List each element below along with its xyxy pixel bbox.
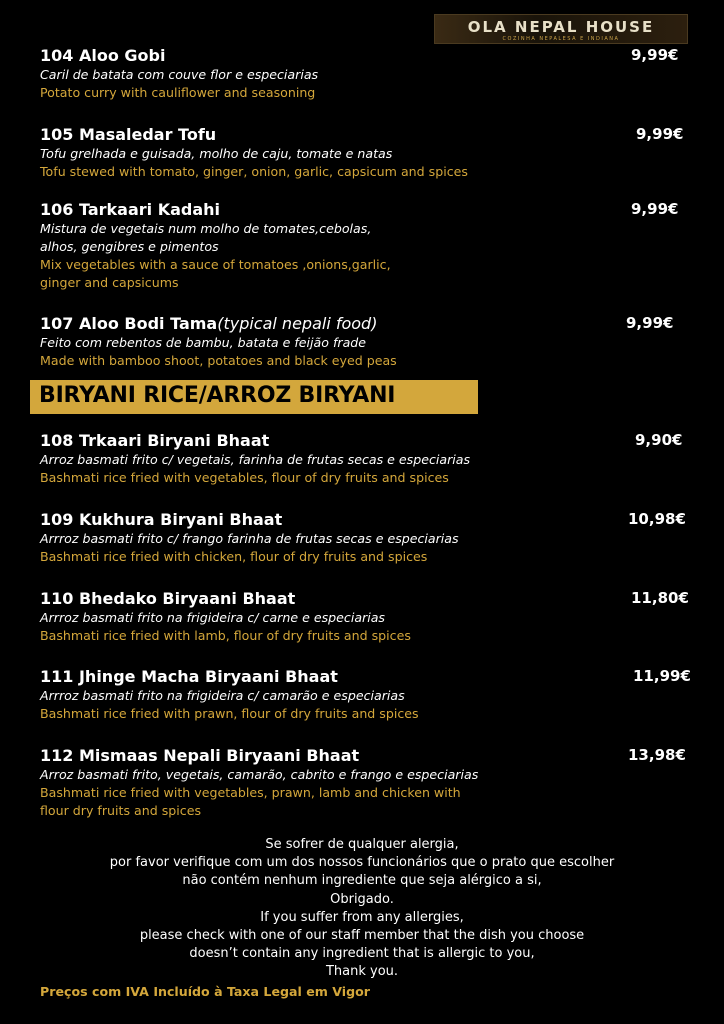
restaurant-logo (434, 14, 688, 44)
notice-line: Thank you. (325, 964, 399, 980)
item-price: 9,99€ (631, 46, 679, 64)
menu-item-110 (40, 589, 700, 645)
notice-line: If you suffer from any allergies, (260, 909, 464, 925)
vat-footer: Preços com IVA Incluído à Taxa Legal em Vigor (40, 984, 370, 999)
notice-line: Se sofrer de qualquer alergia, (265, 837, 459, 852)
notice-line: por favor verifique com um dos nossos funcionários que o prato que escolher (109, 855, 615, 871)
item-name: 112 Mismaas Nepali Biryaani Bhaat (40, 746, 360, 765)
item-price: 10,98€ (628, 510, 686, 528)
item-description-en: Potato curry with cauliflower and seasoning (40, 85, 316, 100)
item-description-en: Made with bamboo shoot, potatoes and black eyed peas (40, 353, 397, 368)
item-name: 111 Jhinge Macha Biryaani Bhaat (40, 667, 338, 686)
item-description-pt: Arrroz basmati frito na frigideira c/ camarão e especiarias (40, 688, 405, 703)
item-description-pt: Feito com rebentos de bambu, batata e feijão frade (40, 335, 367, 350)
notice-line: não contém nenhum ingrediente que seja alérgico a si, (182, 873, 542, 889)
item-description-en: Mix vegetables with a sauce of tomatoes ,onions,garlic, (40, 257, 391, 272)
item-description-en: flour dry fruits and spices (40, 803, 202, 818)
item-description-pt: alhos, gengibres e pimentos (40, 239, 219, 254)
notice-line: please check with one of our staff member that the dish you choose (139, 928, 585, 944)
menu-item-112 (40, 746, 700, 820)
item-description-en: ginger and capsicums (40, 275, 179, 290)
item-name-note: (typical nepali food) (217, 314, 378, 333)
item-name: 105 Masaledar Tofu (40, 125, 217, 144)
menu-item-105 (40, 125, 700, 181)
item-price: 11,80€ (631, 589, 689, 607)
item-price: 9,99€ (631, 200, 679, 218)
item-description-pt: Arroz basmati frito, vegetais, camarão, cabrito e frango e especiarias (40, 767, 479, 782)
item-description-pt: Caril de batata com couve flor e especiarias (40, 67, 319, 82)
item-price: 9,99€ (636, 125, 684, 143)
menu-item-108 (40, 431, 700, 487)
item-price: 11,99€ (633, 667, 691, 685)
item-description-en: Bashmati rice fried with vegetables, flour of dry fruits and spices (40, 470, 449, 485)
item-name-main: 107 Aloo Bodi Tama (40, 314, 218, 333)
menu-item-107 (40, 314, 700, 370)
notice-line: doesn’t contain any ingredient that is allergic to you, (189, 946, 535, 962)
allergy-notice (0, 836, 724, 982)
section-title: BIRYANI RICE/ARROZ BIRYANI (39, 383, 396, 408)
item-name: 109 Kukhura Biryani Bhaat (40, 510, 283, 529)
menu-item-111 (40, 667, 700, 723)
item-price: 9,99€ (626, 314, 674, 332)
menu-item-106 (40, 200, 700, 292)
item-description-en: Tofu stewed with tomato, ginger, onion, garlic, capsicum and spices (40, 164, 468, 179)
item-name: 110 Bhedako Biryaani Bhaat (40, 589, 296, 608)
logo-subtitle: COZINHA NEPALESA E INDIANA (502, 36, 620, 42)
item-name: 106 Tarkaari Kadahi (40, 200, 221, 219)
item-description-pt: Mistura de vegetais num molho de tomates,cebolas, (40, 221, 372, 236)
section-banner (30, 380, 478, 414)
notice-line: Obrigado. (330, 891, 394, 907)
item-name (40, 314, 700, 334)
item-description-en: Bashmati rice fried with lamb, flour of dry fruits and spices (40, 628, 411, 643)
item-description-en: Bashmati rice fried with vegetables, prawn, lamb and chicken with (40, 785, 461, 800)
item-description-pt: Arrroz basmati frito na frigideira c/ carne e especiarias (40, 610, 385, 625)
item-description-en: Bashmati rice fried with chicken, flour of dry fruits and spices (40, 549, 428, 564)
menu-item-104 (40, 46, 700, 102)
item-description-pt: Tofu grelhada e guisada, molho de caju, tomate e natas (40, 146, 393, 161)
item-description-en: Bashmati rice fried with prawn, flour of dry fruits and spices (40, 706, 419, 721)
item-description-pt: Arroz basmati frito c/ vegetais, farinha de frutas secas e especiarias (40, 452, 471, 467)
item-price: 13,98€ (628, 746, 686, 764)
item-description-pt: Arrroz basmati frito c/ frango farinha de frutas secas e especiarias (40, 531, 459, 546)
item-name: 108 Trkaari Biryani Bhaat (40, 431, 270, 450)
item-name: 104 Aloo Gobi (40, 46, 166, 65)
menu-item-109 (40, 510, 700, 566)
logo-title: OLA NEPAL HOUSE (467, 18, 655, 36)
item-price: 9,90€ (635, 431, 683, 449)
